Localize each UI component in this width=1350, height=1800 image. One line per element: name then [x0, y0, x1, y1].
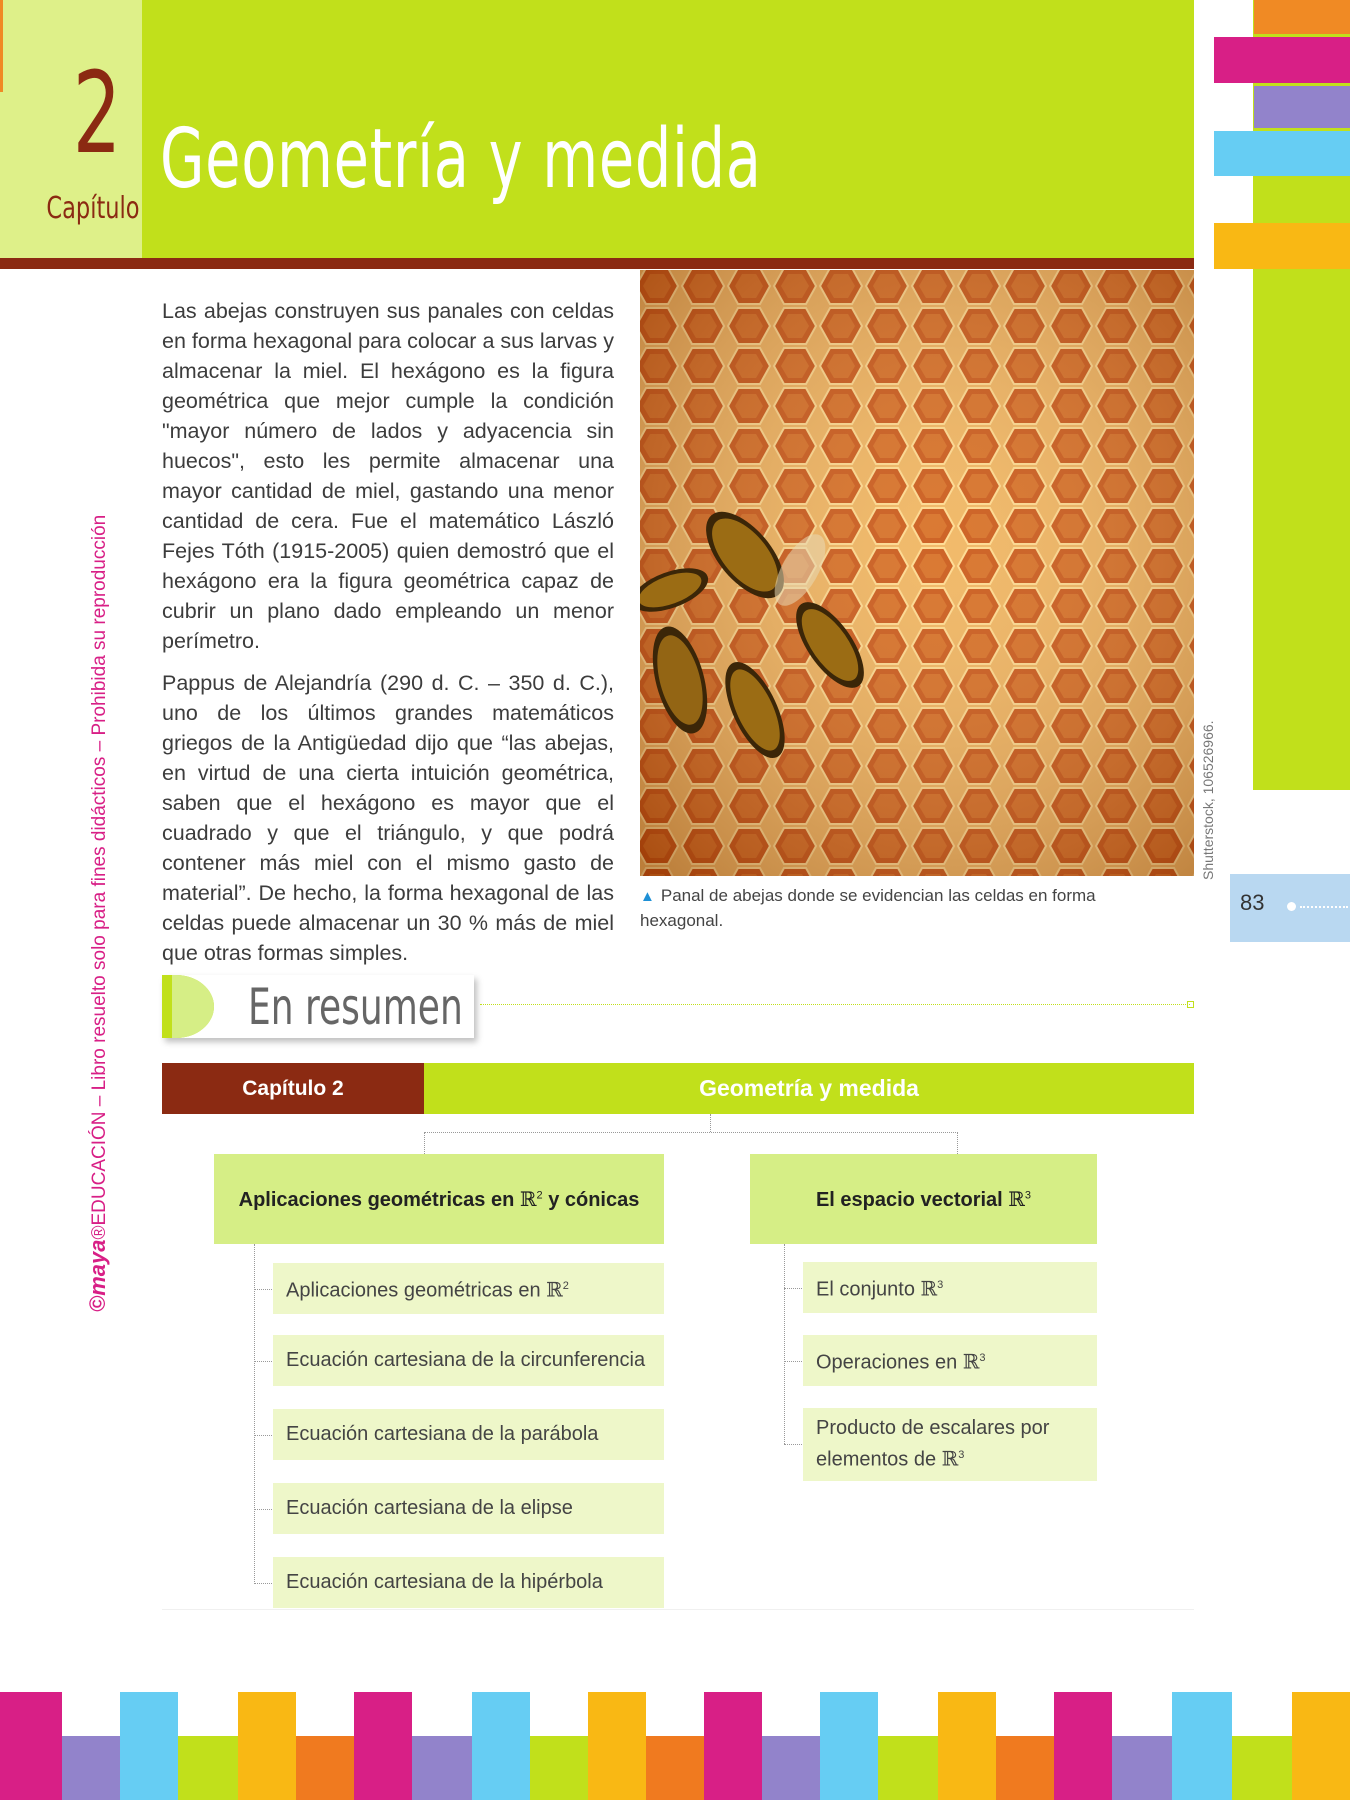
summary-right-item [803, 1262, 1097, 1313]
side-tab-orange [1254, 0, 1350, 34]
footer-stripe [0, 1692, 62, 1800]
chapter-number: 2 [72, 49, 122, 179]
tree-branch [254, 1509, 274, 1510]
right-heading-text: El espacio vectorial [815, 1188, 1003, 1211]
summary-d-icon [162, 975, 214, 1038]
footer-stripe [938, 1692, 996, 1800]
intro-paragraph-1: Las abejas construyen sus panales con celdas en forma hexagonal para colocar a sus larvas y almacenar la miel. El hexágono es la figura geométrica que mejor cumple la condición "mayor número de lados y adyacencia sin huecos", esto les permite almacenar una mayor cantidad de miel, gastando una menor cantidad de cera. Fue el matemático László Fejes Tóth (1915-2005) quien demostró que el hexágono era la figura geométrica capaz de cubrir un plano dado empleando un menor perímetro. [162, 299, 614, 653]
summary-right-item [803, 1408, 1097, 1481]
connector-line [424, 1132, 425, 1154]
footer-stripe [1292, 1692, 1350, 1800]
summary-right-heading [750, 1154, 1097, 1244]
intro-paragraph-2: Pappus de Alejandría (290 d. C. – 350 d. C.), uno de los últimos grandes matemáticos griegos de la Antigüedad dijo que “las abejas, en virtud de una cierta intuición geométrica, saben que el hexágono es mayor que el cuadrado y que el triángulo, y que podrá contener más miel con el mismo gasto de material”. De hecho, la forma hexagonal de las celdas puede almacenar un 30 % más de miel que otras formas simples. [162, 671, 614, 965]
side-tab-purple [1254, 86, 1350, 128]
tree-branch [254, 1435, 274, 1436]
summary-left-item: Ecuación cartesiana de la circunferencia [273, 1335, 664, 1386]
caption-triangle-icon: ▲ [640, 888, 655, 905]
summary-dotted-line [480, 1004, 1190, 1005]
exponent: 3 [937, 1278, 944, 1291]
real-set-symbol: ℝ [546, 1277, 563, 1302]
real-set-symbol: ℝ [1008, 1186, 1025, 1211]
summary-left-item: Ecuación cartesiana de la parábola [273, 1409, 664, 1460]
real-set-symbol: ℝ [941, 1446, 959, 1471]
summary-left-item: Ecuación cartesiana de la elipse [273, 1483, 664, 1534]
page-title: Geometría y medida [160, 112, 762, 207]
tree-branch [254, 1583, 274, 1584]
left-heading-text: Aplicaciones geométricas en [238, 1188, 515, 1211]
photo-credit: Shutterstock, 106526966. [1200, 720, 1216, 880]
footer-stripe [1054, 1692, 1112, 1800]
real-set-symbol: ℝ [920, 1276, 938, 1301]
exponent: 2 [562, 1279, 569, 1292]
connector-line [710, 1114, 711, 1132]
copyright-text: ®EDUCACIÓN – Libro resuelto solo para fines didácticos – Prohibida su reproducción [89, 514, 110, 1240]
page-dot-icon [1287, 902, 1296, 911]
tree-branch [784, 1288, 804, 1289]
footer-stripe [120, 1692, 178, 1800]
footer-stripe [646, 1736, 704, 1800]
intro-text [162, 296, 614, 980]
honeycomb-photo [640, 270, 1194, 876]
footer-stripe [820, 1692, 878, 1800]
exponent: 3 [1024, 1188, 1032, 1201]
footer-stripe [762, 1736, 820, 1800]
footer-stripe [238, 1692, 296, 1800]
copyright-brand: ©maya [85, 1239, 110, 1312]
summary-line-end-icon [1187, 1001, 1194, 1008]
tree-branch [784, 1361, 804, 1362]
page-dotted-line [1300, 906, 1348, 908]
connector-line [957, 1132, 958, 1154]
photo-credit-wrap [1200, 580, 1224, 880]
chapter-word: Capítulo [46, 191, 140, 226]
footer-stripe [1232, 1736, 1292, 1800]
photo-caption-text: Panal de abejas donde se evidencian las celdas en forma hexagonal. [640, 886, 1096, 930]
right-tree-line [784, 1244, 785, 1444]
footer-stripe [704, 1692, 762, 1800]
tree-branch [254, 1289, 274, 1290]
footer-stripe [588, 1692, 646, 1800]
page-number: 83 [1240, 890, 1265, 915]
footer-stripe [296, 1736, 354, 1800]
footer-stripe [530, 1736, 588, 1800]
header-underline-bar [0, 258, 1194, 269]
item-text: Operaciones en [816, 1351, 958, 1374]
left-heading-suffix: y cónicas [548, 1188, 640, 1211]
left-tree-line [254, 1244, 255, 1584]
summary-right-item [803, 1335, 1097, 1386]
footer-stripe [62, 1736, 120, 1800]
summary-topic-bar: Geometría y medida [424, 1063, 1194, 1114]
tree-branch [784, 1444, 804, 1445]
summary-left-item: Ecuación cartesiana de la hipérbola [273, 1557, 664, 1608]
footer-stripe [1172, 1692, 1232, 1800]
footer-stripe [178, 1736, 238, 1800]
footer-stripe [472, 1692, 530, 1800]
exponent: 2 [536, 1188, 543, 1201]
summary-chapter-bar: Capítulo 2 [162, 1063, 424, 1114]
footer-stripe [412, 1736, 472, 1800]
summary-left-heading [214, 1154, 664, 1244]
real-set-symbol: ℝ [962, 1349, 980, 1374]
footer-stripe [878, 1736, 938, 1800]
header-accent-stripe [0, 0, 3, 92]
tree-branch [254, 1361, 274, 1362]
footer-stripe [996, 1736, 1054, 1800]
item-text: Aplicaciones geométricas en [286, 1279, 541, 1302]
item-text: Producto de escalares por elementos de [816, 1417, 1050, 1471]
footer-stripe [1112, 1736, 1172, 1800]
real-set-symbol: ℝ [519, 1186, 537, 1211]
exponent: 3 [958, 1449, 965, 1462]
summary-title: En resumen [248, 978, 463, 1036]
item-text: El conjunto [816, 1278, 915, 1301]
content-bottom-line [162, 1609, 1194, 1610]
exponent: 3 [979, 1351, 986, 1364]
connector-line [424, 1132, 958, 1133]
footer-stripe [354, 1692, 412, 1800]
copyright-notice [78, 412, 118, 1312]
photo-caption [640, 884, 1180, 933]
summary-left-item [273, 1263, 664, 1314]
honeycomb-pattern-icon [640, 270, 1194, 876]
side-chapter-label: Capítulo 2: Geometría y medida [1212, 347, 1238, 693]
